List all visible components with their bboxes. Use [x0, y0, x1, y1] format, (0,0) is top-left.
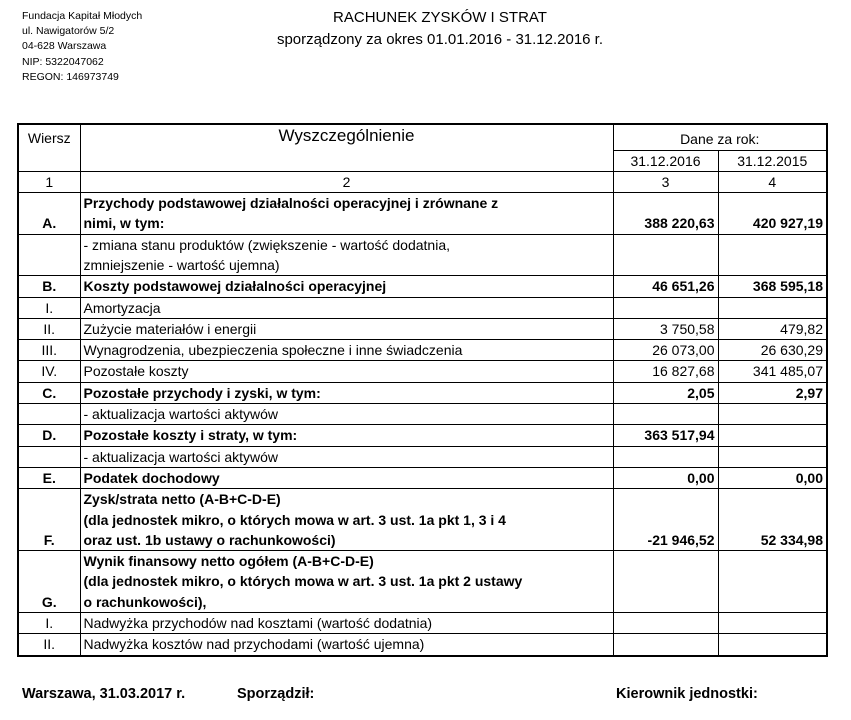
value-2015 — [718, 297, 827, 318]
manager-label: Kierownik jednostki: — [616, 686, 758, 702]
value-2015 — [718, 634, 827, 656]
row-description — [80, 489, 613, 551]
value-2016 — [613, 297, 718, 318]
description-line: nimi, w tym: — [83, 215, 165, 232]
description-line: Pozostałe koszty — [83, 363, 189, 380]
table-row — [18, 489, 827, 551]
organization-header — [22, 9, 142, 85]
value-2016 — [613, 551, 718, 613]
org-name: Fundacja Kapitał Młodych — [22, 10, 143, 22]
table-row — [18, 467, 827, 488]
value-2016: 2,05 — [613, 382, 718, 403]
value-2015: 420 927,19 — [718, 193, 827, 235]
row-description — [80, 276, 613, 297]
row-description — [80, 467, 613, 488]
table-row — [18, 276, 827, 297]
value-2015: 0,00 — [718, 467, 827, 488]
description-line: Amortyzacja — [83, 299, 161, 316]
row-number: II. — [18, 634, 80, 656]
row-description — [80, 318, 613, 339]
description-line: Pozostałe przychody i zyski, w tym: — [83, 384, 321, 401]
row-description — [80, 551, 613, 613]
value-2016 — [613, 446, 718, 467]
description-line: Nadwyżka kosztów nad przychodami (wartość ujemna) — [83, 636, 425, 653]
description-line: Wynik finansowy netto ogółem (A-B+C-D-E) — [83, 553, 374, 570]
value-2016: 388 220,63 — [613, 193, 718, 235]
table-row — [18, 297, 827, 318]
table-row — [18, 318, 827, 339]
description-line: oraz ust. 1b ustawy o rachunkowości) — [83, 531, 336, 548]
table-row — [18, 551, 827, 613]
prepared-by-label: Sporządził: — [237, 686, 315, 702]
row-description — [80, 361, 613, 382]
value-2016: 363 517,94 — [613, 425, 718, 446]
header-date-2015: 31.12.2015 — [718, 150, 827, 171]
row-number: IV. — [18, 361, 80, 382]
table-row — [18, 613, 827, 634]
value-2015 — [718, 425, 827, 446]
description-line: Przychody podstawowej działalności operacyjnej i zrównane z — [83, 195, 499, 212]
value-2015 — [718, 404, 827, 425]
row-number: C. — [18, 382, 80, 403]
header-data-for-year: Dane za rok: — [613, 124, 827, 150]
index-col-2: 2 — [80, 171, 613, 192]
value-2016 — [613, 634, 718, 656]
table-row — [18, 340, 827, 361]
row-description — [80, 613, 613, 634]
place-date: Warszawa, 31.03.2017 r. — [22, 686, 186, 702]
value-2015: 479,82 — [718, 318, 827, 339]
row-number: F. — [18, 489, 80, 551]
description-line: (dla jednostek mikro, o których mowa w art. 3 ust. 1a pkt 1, 3 i 4 — [83, 511, 506, 528]
table-row — [18, 634, 827, 656]
table-row — [18, 193, 827, 235]
value-2016: 3 750,58 — [613, 318, 718, 339]
value-2015: 52 334,98 — [718, 489, 827, 551]
value-2015 — [718, 234, 827, 276]
index-col-3: 3 — [613, 171, 718, 192]
row-number: E. — [18, 467, 80, 488]
org-street: ul. Nawigatorów 5/2 — [22, 25, 115, 38]
description-line: Zysk/strata netto (A-B+C-D-E) — [83, 491, 281, 508]
row-number: I. — [18, 613, 80, 634]
org-nip: NIP: 5322047062 — [22, 55, 104, 68]
value-2016: 26 073,00 — [613, 340, 718, 361]
profit-loss-table — [17, 123, 828, 657]
row-number — [18, 234, 80, 276]
table-row — [18, 425, 827, 446]
description-line: Pozostałe koszty i straty, w tym: — [83, 427, 298, 444]
description-line: Koszty podstawowej działalności operacyjnej — [83, 278, 387, 295]
value-2015 — [718, 551, 827, 613]
value-2015 — [718, 613, 827, 634]
table-row — [18, 234, 827, 276]
description-line: zmniejszenie - wartość ujemna) — [83, 256, 280, 273]
description-line: Wynagrodzenia, ubezpieczenia społeczne i inne świadczenia — [83, 342, 463, 359]
row-number: A. — [18, 193, 80, 235]
description-line: Nadwyżka przychodów nad kosztami (wartość dodatnia) — [83, 615, 433, 632]
row-number — [18, 404, 80, 425]
description-line: Zużycie materiałów i energii — [83, 320, 257, 337]
row-description — [80, 404, 613, 425]
value-2016 — [613, 234, 718, 276]
row-description — [80, 297, 613, 318]
row-description — [80, 425, 613, 446]
description-line: - aktualizacja wartości aktywów — [83, 448, 279, 465]
value-2016 — [613, 613, 718, 634]
description-line: (dla jednostek mikro, o których mowa w art. 3 ust. 1a pkt 2 ustawy — [83, 573, 523, 590]
row-number: G. — [18, 551, 80, 613]
table-row — [18, 404, 827, 425]
document-title: RACHUNEK ZYSKÓW I STRAT — [333, 9, 547, 26]
value-2015: 341 485,07 — [718, 361, 827, 382]
row-number: B. — [18, 276, 80, 297]
row-description — [80, 382, 613, 403]
table-row — [18, 446, 827, 467]
row-number: II. — [18, 318, 80, 339]
row-number: III. — [18, 340, 80, 361]
value-2015: 2,97 — [718, 382, 827, 403]
value-2016: 16 827,68 — [613, 361, 718, 382]
document-subtitle: sporządzony za okres 01.01.2016 - 31.12.2016 r. — [276, 31, 604, 48]
value-2015: 26 630,29 — [718, 340, 827, 361]
value-2016 — [613, 404, 718, 425]
row-number: I. — [18, 297, 80, 318]
org-regon: REGON: 146973749 — [22, 70, 119, 83]
row-description — [80, 634, 613, 656]
row-number: D. — [18, 425, 80, 446]
value-2016: -21 946,52 — [613, 489, 718, 551]
row-number — [18, 446, 80, 467]
value-2015: 368 595,18 — [718, 276, 827, 297]
org-city: 04-628 Warszawa — [22, 40, 107, 53]
value-2015 — [718, 446, 827, 467]
header-description: Wyszczególnienie — [80, 124, 613, 171]
description-line: - zmiana stanu produktów (zwiększenie - wartość dodatnia, — [83, 236, 451, 253]
row-description — [80, 446, 613, 467]
row-description — [80, 340, 613, 361]
index-col-1: 1 — [18, 171, 80, 192]
row-description — [80, 234, 613, 276]
header-wiersz: Wiersz — [18, 124, 80, 171]
index-col-4: 4 — [718, 171, 827, 192]
value-2016: 46 651,26 — [613, 276, 718, 297]
row-description — [80, 193, 613, 235]
header-date-2016: 31.12.2016 — [613, 150, 718, 171]
value-2016: 0,00 — [613, 467, 718, 488]
table-row — [18, 382, 827, 403]
table-row — [18, 361, 827, 382]
description-line: o rachunkowości), — [83, 593, 207, 610]
description-line: Podatek dochodowy — [83, 469, 220, 486]
description-line: - aktualizacja wartości aktywów — [83, 406, 279, 423]
